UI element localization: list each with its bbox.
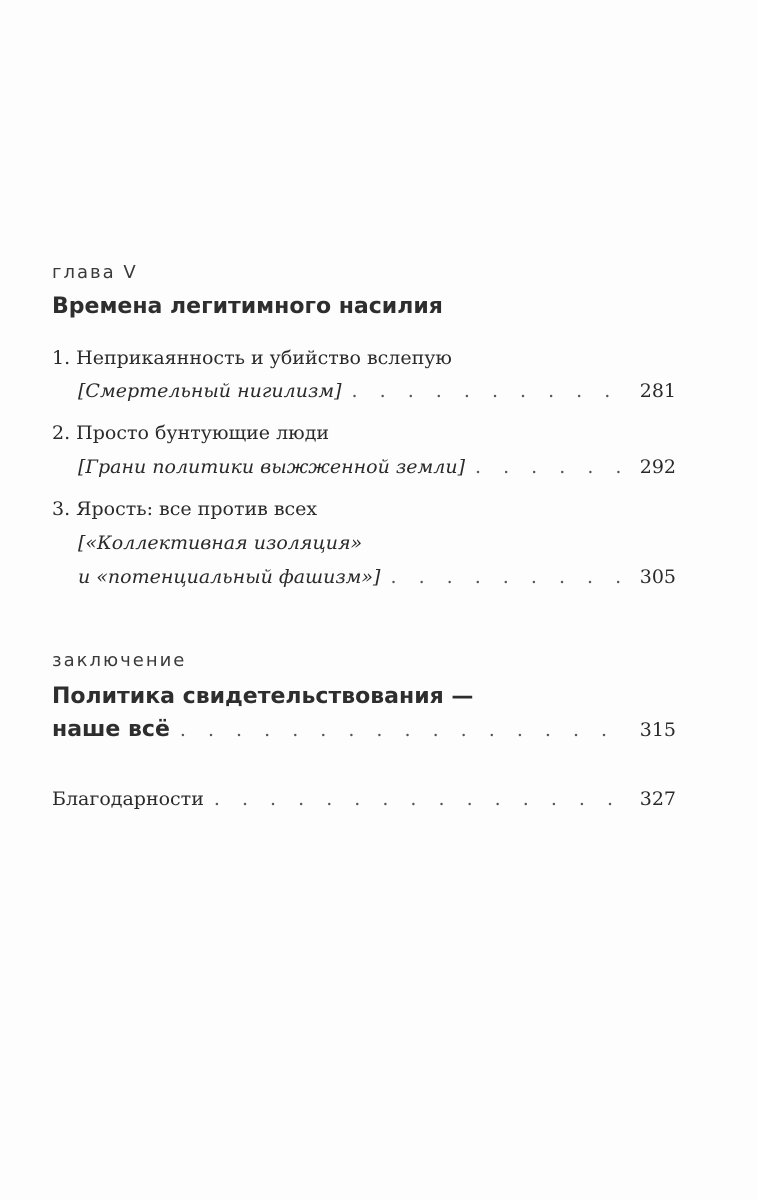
acknowledgements-row[interactable] xyxy=(52,788,676,810)
dot-leader xyxy=(475,456,630,478)
conclusion-title-line2: наше всё xyxy=(52,717,170,742)
chapter-label: глава V xyxy=(52,262,138,283)
dot-leader xyxy=(180,719,630,741)
toc-entry-3-subtitle-line1: [«Коллективная изоляция» xyxy=(78,532,363,554)
toc-entry-3-row[interactable] xyxy=(78,566,676,588)
toc-entry-1-title[interactable]: 1. Неприкаянность и убийство вслепую xyxy=(52,347,452,369)
toc-entry-2-title[interactable]: 2. Просто бунтующие люди xyxy=(52,422,330,444)
toc-entry-3-title[interactable]: 3. Ярость: все против всех xyxy=(52,498,318,520)
toc-entry-2-page: 292 xyxy=(639,456,676,478)
toc-entry-2-subtitle: [Грани политики выжженной земли] xyxy=(78,456,465,478)
toc-entry-1-page: 281 xyxy=(639,380,676,402)
acknowledgements-page: 327 xyxy=(639,788,676,810)
toc-entry-1-subtitle: [Смертельный нигилизм] xyxy=(78,380,342,402)
chapter-title: Времена легитимного насилия xyxy=(52,294,443,319)
toc-entry-2-row[interactable] xyxy=(78,456,676,478)
conclusion-page: 315 xyxy=(639,719,676,741)
conclusion-label: заключение xyxy=(52,650,187,671)
dot-leader xyxy=(352,380,630,402)
dot-leader xyxy=(390,566,629,588)
conclusion-title-line1[interactable]: Политика свидетельствования — xyxy=(52,684,474,709)
acknowledgements-title: Благодарности xyxy=(52,788,204,810)
toc-entry-1-row[interactable] xyxy=(78,380,676,402)
toc-entry-3-subtitle-line2: и «потенциальный фашизм»] xyxy=(78,566,381,588)
toc-entry-3-page: 305 xyxy=(639,566,676,588)
conclusion-row[interactable] xyxy=(52,717,676,742)
dot-leader xyxy=(214,788,630,810)
